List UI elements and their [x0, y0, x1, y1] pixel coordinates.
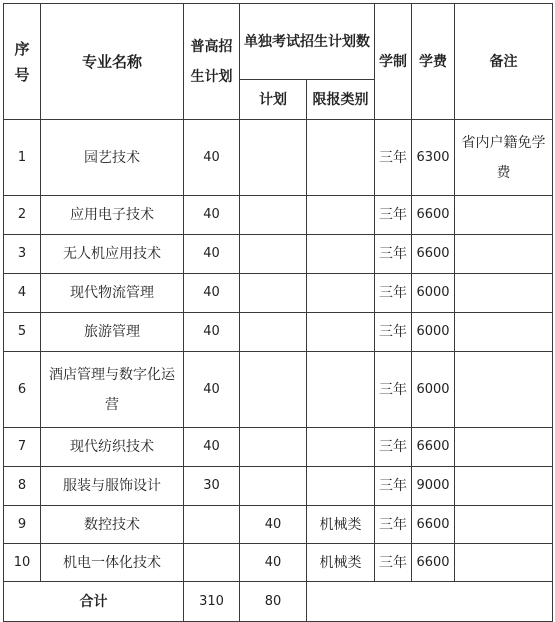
- total-row: [4, 582, 553, 622]
- header-remarks: 备注: [455, 4, 553, 120]
- header-row-top: [4, 4, 553, 80]
- cell-major: 园艺技术: [41, 120, 184, 196]
- header-plan: 计划: [240, 80, 307, 120]
- header-category: 限报类别: [307, 80, 375, 120]
- cell-tuition: 6000: [412, 352, 455, 428]
- header-tuition: 学费: [412, 4, 455, 120]
- table-row: [4, 352, 553, 428]
- cell-category: 机械类: [307, 506, 375, 544]
- table-row: [4, 544, 553, 582]
- cell-duration: 三年: [375, 352, 412, 428]
- header-index: 序号: [4, 4, 41, 120]
- cell-index: 10: [4, 544, 41, 582]
- cell-general-plan: [184, 506, 240, 544]
- table-row: [4, 428, 553, 467]
- cell-remarks: [455, 196, 553, 235]
- cell-major: 服装与服饰设计: [41, 467, 184, 506]
- cell-general-plan: 40: [184, 428, 240, 467]
- cell-category: [307, 428, 375, 467]
- cell-tuition: 6600: [412, 235, 455, 274]
- cell-category: [307, 196, 375, 235]
- cell-index: 8: [4, 467, 41, 506]
- cell-general-plan: 40: [184, 196, 240, 235]
- table-row: [4, 235, 553, 274]
- cell-general-plan: 40: [184, 120, 240, 196]
- cell-major: 旅游管理: [41, 313, 184, 352]
- cell-remarks: [455, 428, 553, 467]
- cell-major: 应用电子技术: [41, 196, 184, 235]
- cell-remarks: [455, 274, 553, 313]
- cell-duration: 三年: [375, 235, 412, 274]
- cell-plan: 40: [240, 544, 307, 582]
- cell-category: [307, 120, 375, 196]
- cell-major: 现代纺织技术: [41, 428, 184, 467]
- cell-remarks: [455, 506, 553, 544]
- cell-tuition: 6600: [412, 506, 455, 544]
- table-row: [4, 467, 553, 506]
- cell-plan: [240, 352, 307, 428]
- cell-tuition: 6600: [412, 544, 455, 582]
- cell-index: 1: [4, 120, 41, 196]
- cell-index: 6: [4, 352, 41, 428]
- cell-duration: 三年: [375, 428, 412, 467]
- cell-tuition: 6000: [412, 313, 455, 352]
- cell-major: 无人机应用技术: [41, 235, 184, 274]
- table-row: [4, 274, 553, 313]
- cell-category: [307, 467, 375, 506]
- table-body: [4, 4, 553, 622]
- cell-general-plan: 40: [184, 313, 240, 352]
- header-general-plan: 普高招生计划: [184, 4, 240, 120]
- cell-duration: 三年: [375, 120, 412, 196]
- cell-remarks: [455, 352, 553, 428]
- cell-category: [307, 274, 375, 313]
- total-general-plan: 310: [184, 582, 240, 622]
- total-label: 合计: [4, 582, 184, 622]
- table-row: [4, 196, 553, 235]
- cell-duration: 三年: [375, 467, 412, 506]
- cell-category: 机械类: [307, 544, 375, 582]
- cell-plan: [240, 235, 307, 274]
- cell-general-plan: 30: [184, 467, 240, 506]
- total-plan: 80: [240, 582, 307, 622]
- cell-remarks: [455, 467, 553, 506]
- cell-duration: 三年: [375, 274, 412, 313]
- cell-plan: [240, 313, 307, 352]
- header-major: 专业名称: [41, 4, 184, 120]
- header-duration: 学制: [375, 4, 412, 120]
- cell-major: 酒店管理与数字化运营: [41, 352, 184, 428]
- cell-plan: [240, 428, 307, 467]
- cell-general-plan: 40: [184, 352, 240, 428]
- header-separate-exam: 单独考试招生计划数: [240, 4, 375, 80]
- cell-remarks: [455, 313, 553, 352]
- cell-tuition: 6000: [412, 274, 455, 313]
- cell-index: 7: [4, 428, 41, 467]
- total-empty: [307, 582, 553, 622]
- cell-duration: 三年: [375, 506, 412, 544]
- cell-category: [307, 313, 375, 352]
- table-row: [4, 506, 553, 544]
- cell-duration: 三年: [375, 544, 412, 582]
- cell-index: 2: [4, 196, 41, 235]
- cell-duration: 三年: [375, 313, 412, 352]
- cell-tuition: 6600: [412, 428, 455, 467]
- cell-index: 5: [4, 313, 41, 352]
- cell-general-plan: 40: [184, 274, 240, 313]
- cell-plan: 40: [240, 506, 307, 544]
- table-row: [4, 313, 553, 352]
- cell-index: 3: [4, 235, 41, 274]
- cell-remarks: 省内户籍免学费: [455, 120, 553, 196]
- cell-category: [307, 235, 375, 274]
- cell-tuition: 6600: [412, 196, 455, 235]
- cell-remarks: [455, 544, 553, 582]
- cell-major: 机电一体化技术: [41, 544, 184, 582]
- enrollment-plan-table: [3, 3, 553, 622]
- cell-plan: [240, 120, 307, 196]
- cell-remarks: [455, 235, 553, 274]
- cell-major: 数控技术: [41, 506, 184, 544]
- cell-tuition: 9000: [412, 467, 455, 506]
- cell-plan: [240, 274, 307, 313]
- cell-duration: 三年: [375, 196, 412, 235]
- cell-tuition: 6300: [412, 120, 455, 196]
- cell-plan: [240, 467, 307, 506]
- cell-general-plan: 40: [184, 235, 240, 274]
- cell-major: 现代物流管理: [41, 274, 184, 313]
- cell-general-plan: [184, 544, 240, 582]
- cell-index: 9: [4, 506, 41, 544]
- cell-category: [307, 352, 375, 428]
- cell-plan: [240, 196, 307, 235]
- cell-index: 4: [4, 274, 41, 313]
- table-row: [4, 120, 553, 196]
